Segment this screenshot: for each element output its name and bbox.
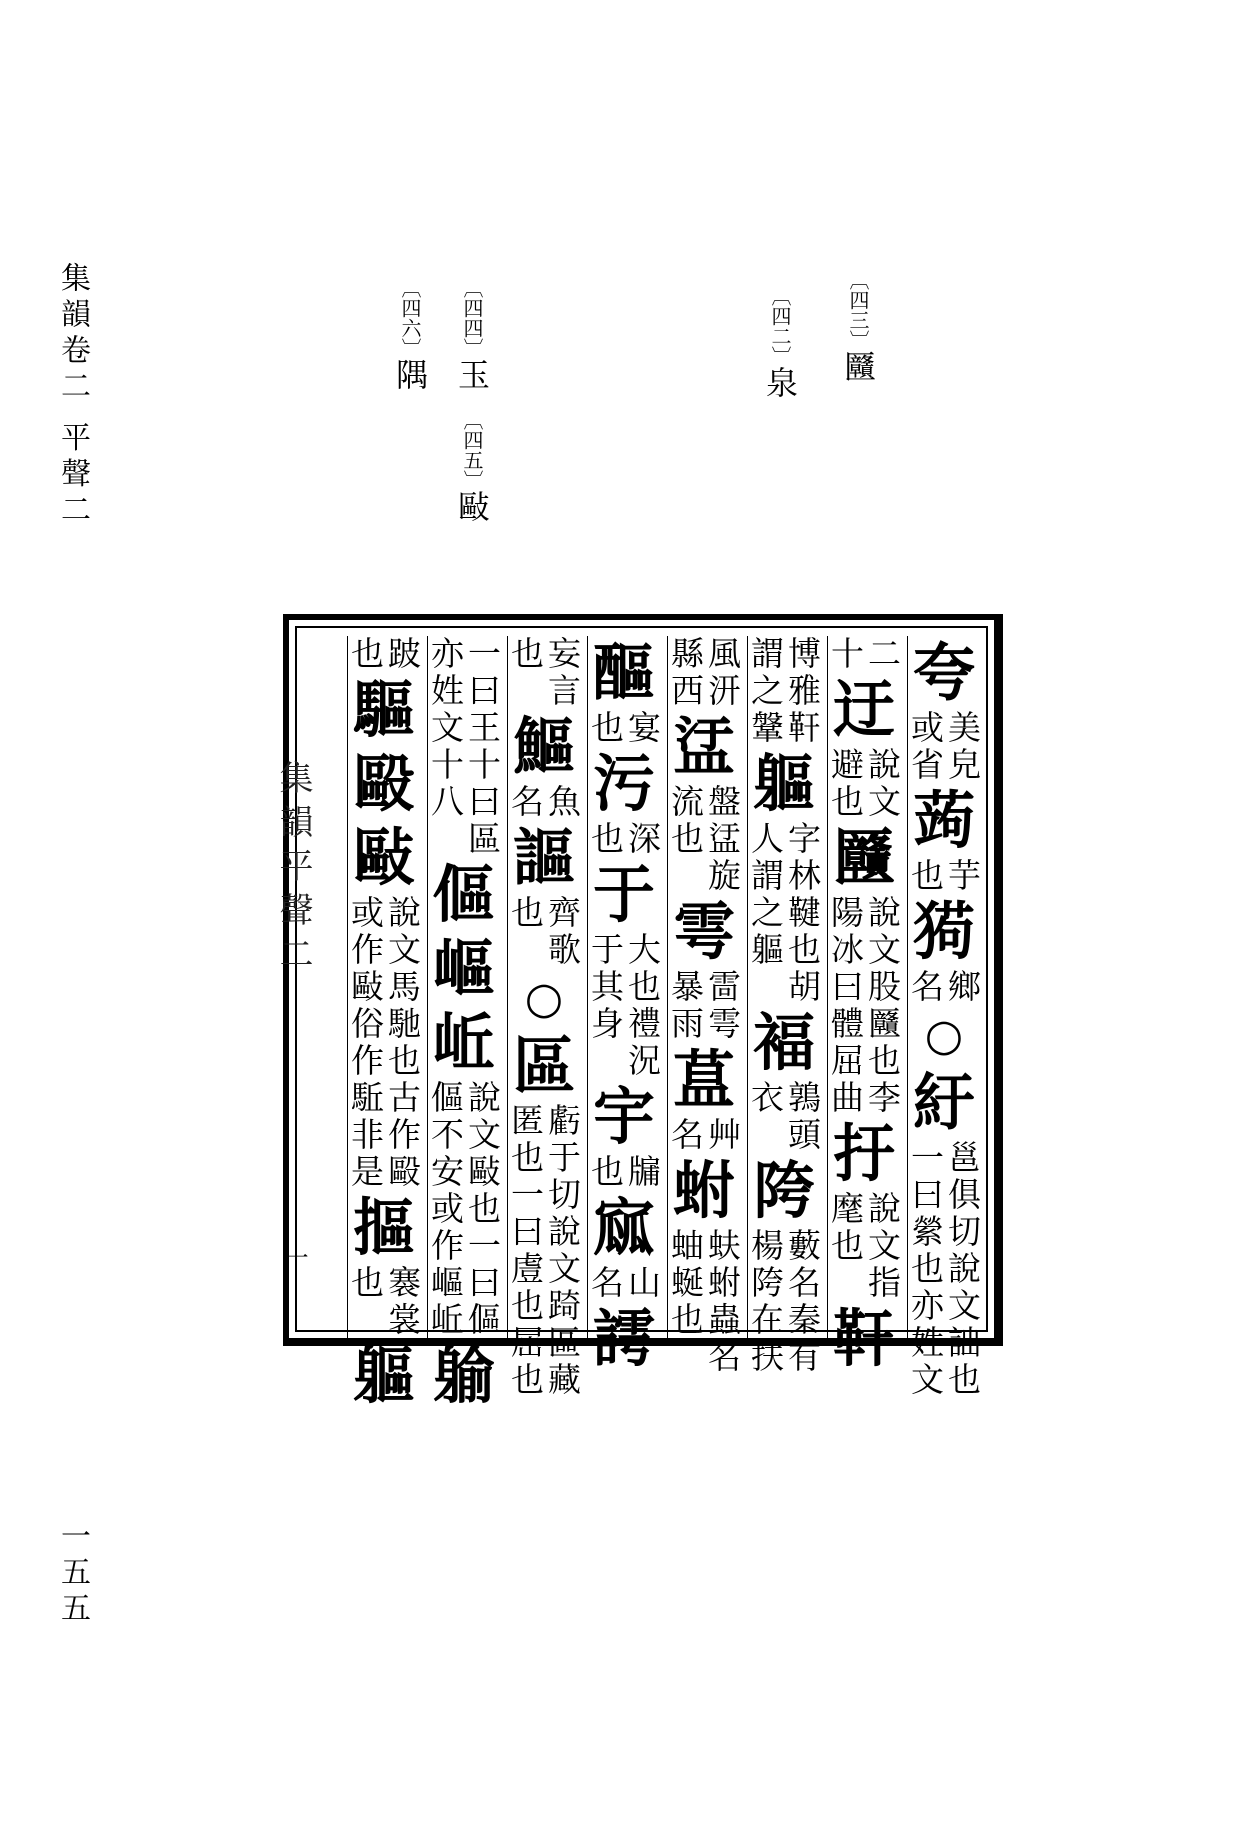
gloss-line: 美皃 — [943, 710, 982, 784]
gloss-line: 博雅靬 — [783, 636, 822, 747]
headword: 謣 — [592, 1302, 655, 1375]
headword: 㺃 — [912, 895, 975, 968]
text-column — [666, 636, 742, 1376]
gloss-annotation — [667, 969, 741, 1043]
note-number: 〔四二〕 — [768, 286, 792, 366]
gloss-line: 于其身 — [586, 932, 625, 1043]
headword: 盓 — [672, 710, 735, 783]
headword: 醧 — [592, 636, 655, 709]
gloss-line: 亦姓文十八 — [426, 636, 465, 821]
gloss-annotation — [347, 636, 421, 673]
text-column — [746, 636, 822, 1376]
note-text: 敺 — [453, 490, 491, 526]
gloss-line: 謂之鞶 — [746, 636, 785, 747]
gloss-line: 魚 — [543, 784, 582, 821]
note-number: 〔四四〕 — [460, 278, 484, 358]
gloss-annotation — [587, 710, 661, 747]
headword: 蒟 — [912, 784, 975, 857]
headword: 寙 — [592, 1191, 655, 1264]
gloss-annotation — [907, 1140, 981, 1399]
collation-note — [452, 410, 492, 526]
gloss-annotation — [507, 636, 581, 710]
headword: 區 — [512, 1029, 575, 1102]
gloss-line: 跛 — [383, 636, 422, 673]
headword: 傴 — [432, 858, 495, 931]
gloss-line: 大也禮況 — [623, 932, 662, 1080]
gloss-line: 也 — [506, 895, 545, 932]
gloss-line: 一曰王十曰區 — [463, 636, 502, 858]
gloss-line: 深 — [623, 821, 662, 858]
gloss-line: 十 — [826, 636, 865, 673]
headword: 扜 — [832, 1117, 895, 1190]
headword: 褔 — [752, 1006, 815, 1079]
gloss-line: 妄言 — [543, 636, 582, 710]
gloss-line: 齊歌 — [543, 895, 582, 969]
gloss-line: 蚰蜒也 — [666, 1228, 705, 1339]
gloss-line: 也 — [586, 821, 625, 858]
gloss-line: 也 — [346, 636, 385, 673]
gloss-annotation — [507, 1103, 581, 1399]
headword: 摳 — [352, 1191, 415, 1264]
gloss-annotation — [827, 895, 901, 1117]
headword: 紆 — [912, 1066, 975, 1139]
gloss-line: 鄉 — [943, 969, 982, 1006]
headword: 靬 — [832, 1302, 895, 1375]
gloss-line: 說文 — [863, 747, 902, 821]
headword: 迂 — [832, 673, 895, 746]
gloss-line: 避也 — [826, 747, 865, 821]
headword: 宇 — [592, 1080, 655, 1153]
gloss-annotation — [587, 932, 661, 1080]
note-text: 玉 — [453, 358, 491, 394]
gloss-annotation — [827, 1191, 901, 1302]
headword: 䠼 — [432, 1339, 495, 1412]
note-text: 泉 — [761, 366, 799, 402]
gloss-annotation — [747, 1228, 821, 1376]
text-column — [586, 636, 662, 1375]
gloss-line: 鶉頭 — [783, 1080, 822, 1154]
gloss-annotation — [427, 1080, 501, 1339]
gloss-line: 縣西 — [666, 636, 705, 710]
headword: 鰸 — [512, 710, 575, 783]
headword: 陓 — [752, 1154, 815, 1227]
headword: 污 — [592, 747, 655, 820]
gloss-line: 二 — [863, 636, 902, 673]
collation-note — [838, 270, 878, 386]
gloss-line: 名 — [506, 784, 545, 821]
gloss-line: 芋 — [943, 858, 982, 895]
gloss-annotation — [587, 1154, 661, 1191]
headword: 蒀 — [672, 1043, 735, 1116]
gloss-line: 衣 — [746, 1080, 785, 1117]
gloss-line: 麾也 — [826, 1191, 865, 1265]
gloss-line: 䨓雩 — [703, 969, 742, 1043]
banxin-label: 集韻平聲二 — [273, 760, 313, 980]
headword: 㔶 — [832, 821, 895, 894]
gloss-line: 牖 — [623, 1154, 662, 1191]
headword: 驅 — [352, 673, 415, 746]
gloss-annotation — [827, 747, 901, 821]
gloss-line: 說文股㔶也李 — [863, 895, 902, 1117]
gloss-annotation — [747, 636, 821, 747]
gloss-line: 匿也一曰䖒也屈也 — [506, 1103, 545, 1399]
gloss-line: 藪名秦有 — [783, 1228, 822, 1376]
text-column — [906, 636, 982, 1399]
gloss-annotation — [347, 895, 421, 1191]
headword: 蚹 — [672, 1154, 735, 1227]
gloss-line: 褰裳 — [383, 1265, 422, 1339]
gloss-annotation — [667, 636, 741, 710]
gloss-line: 楊陓在扶 — [746, 1228, 785, 1376]
gloss-line: 名 — [666, 1117, 705, 1154]
gloss-line: 暴雨 — [666, 969, 705, 1043]
text-column — [346, 636, 422, 1412]
banxin-mark: 一 — [283, 1246, 308, 1268]
gloss-line: 陽冰曰體屈曲 — [826, 895, 865, 1117]
gloss-line: 也 — [346, 1265, 385, 1302]
gloss-annotation — [907, 858, 981, 895]
note-number: 〔四三〕 — [846, 270, 870, 350]
gloss-line: 或作敺俗作駈非是 — [346, 895, 385, 1191]
gloss-annotation — [907, 969, 981, 1006]
gloss-annotation — [907, 710, 981, 784]
collation-note — [760, 286, 800, 402]
gloss-annotation — [827, 636, 901, 673]
gloss-annotation — [427, 636, 501, 858]
headword: 夸 — [912, 636, 975, 709]
gloss-line: 宴 — [623, 710, 662, 747]
gloss-annotation — [747, 821, 821, 1006]
text-column — [506, 636, 582, 1399]
gloss-line: 或省 — [906, 710, 945, 784]
gloss-line: 山 — [623, 1265, 662, 1302]
note-number: 〔四六〕 — [398, 278, 422, 358]
woodblock-frame — [273, 614, 1003, 1412]
gloss-line: 流也 — [666, 784, 705, 858]
headword: 毆 — [352, 747, 415, 820]
frame-inner-border — [295, 626, 988, 1412]
headword: 謳 — [512, 821, 575, 894]
gloss-annotation — [587, 1265, 661, 1302]
text-column — [426, 636, 502, 1412]
gloss-line: 也 — [906, 858, 945, 895]
gloss-line: 人謂之軀 — [746, 821, 785, 969]
headword: 雩 — [672, 895, 735, 968]
gloss-line: 蚨蚹蟲名 — [703, 1228, 742, 1376]
gloss-annotation — [507, 784, 581, 821]
gloss-annotation — [667, 1228, 741, 1376]
gloss-annotation — [587, 821, 661, 858]
headword: 于 — [592, 858, 655, 931]
gloss-annotation — [747, 1080, 821, 1154]
headword: 岴 — [432, 1006, 495, 1079]
gloss-line: 一曰縈也亦姓文 — [906, 1140, 945, 1399]
gloss-line: 也 — [586, 710, 625, 747]
note-text: 隅 — [391, 358, 429, 394]
rhyme-marker: ○ — [524, 973, 564, 1024]
gloss-line: 艸 — [703, 1117, 742, 1154]
collation-note — [452, 278, 492, 394]
gloss-line: 風汧 — [703, 636, 742, 710]
gloss-line: 也 — [586, 1154, 625, 1191]
gloss-annotation — [507, 895, 581, 969]
note-text: 㔶 — [839, 350, 877, 386]
gloss-annotation — [347, 1265, 421, 1339]
running-title: 集韻卷二 平聲二 — [55, 262, 90, 530]
gloss-line: 說文馬馳也古作毆 — [383, 895, 422, 1191]
gloss-line: 字林鞬也胡 — [783, 821, 822, 1006]
gloss-annotation — [667, 1117, 741, 1154]
headword: 軀 — [352, 1339, 415, 1412]
gloss-annotation — [667, 784, 741, 895]
headword: 軀 — [752, 747, 815, 820]
gloss-line: 虧于切說文踦區藏 — [543, 1103, 582, 1399]
collation-note — [390, 278, 430, 394]
gloss-line: 邕俱切說文詘也 — [943, 1140, 982, 1399]
rhyme-marker: ○ — [924, 1010, 964, 1061]
gloss-line: 盤盓旋 — [703, 784, 742, 895]
headword: 敺 — [352, 821, 415, 894]
note-number: 〔四五〕 — [460, 410, 484, 490]
gloss-line: 也 — [506, 636, 545, 673]
gloss-line: 名 — [906, 969, 945, 1006]
gloss-line: 說文指 — [863, 1191, 902, 1302]
gloss-line: 名 — [586, 1265, 625, 1302]
page-number: 一五五 — [55, 1520, 90, 1628]
headword: 嶇 — [432, 932, 495, 1005]
gloss-line: 傴不安或作嶇岴 — [426, 1080, 465, 1339]
gloss-line: 說文敺也一曰傴 — [463, 1080, 502, 1339]
text-column — [826, 636, 902, 1375]
